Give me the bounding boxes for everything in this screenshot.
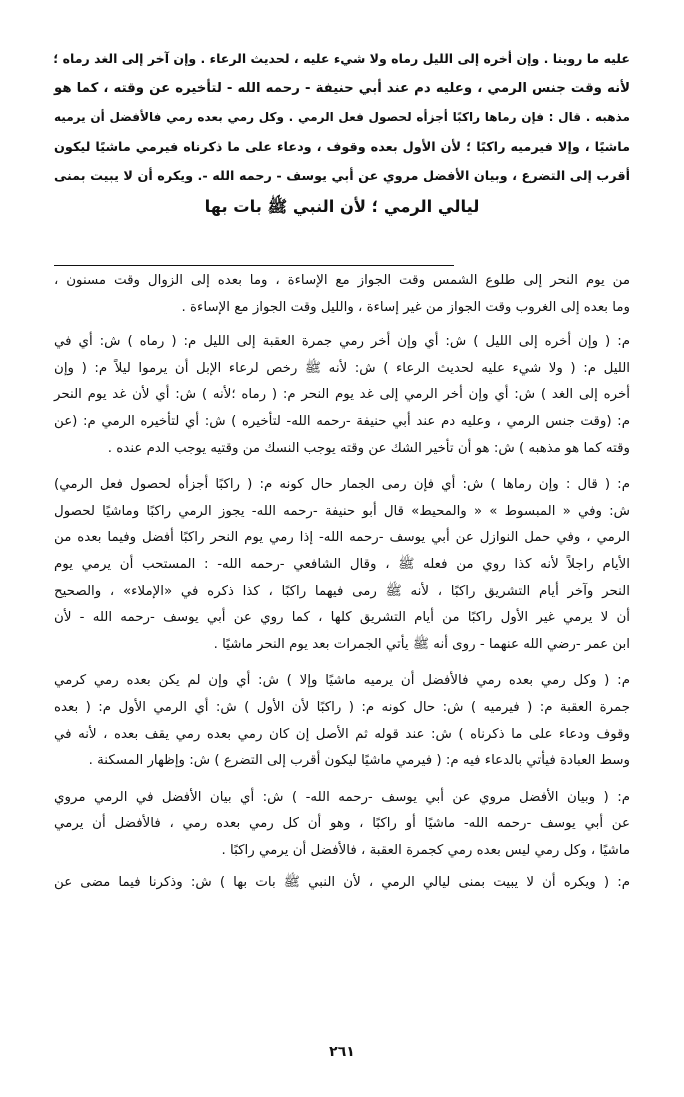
commentary-line: م: ( ويكره أن لا يبيت بمنى ليالي الرمي ، لأن النبي ﷺ بات بها ) ش: وذكرنا فيما مضى عن	[54, 875, 630, 891]
commentary-line: وقوف ودعاء على ما ذكرناه ) ش: عند قوله ثم الأصل إن كان رمي بعده رمي يقف بعده ، لأنه في	[54, 726, 630, 742]
commentary-line: أن لا يرمي غير الأول راكبًا من أيام التشريق كلها ، كما روي عن أبي يوسف -رحمه الله - لأن	[54, 610, 630, 626]
main-text-line: مذهبه . قال : فإن رماها راكبًا أجزأه لحصول فعل الرمي . وكل رمي بعده رمي فالأفضل أن يرميه	[54, 110, 630, 125]
commentary-paragraph	[54, 472, 630, 658]
commentary-line: ابن عمر -رضي الله عنهما - روى أنه ﷺ يأتي الجمرات بعد يوم النحر ماشيًا .	[213, 636, 630, 652]
commentary-paragraph	[54, 668, 630, 774]
commentary-paragraph	[54, 785, 630, 865]
main-text-block	[54, 44, 630, 222]
commentary-line: الأيام راجلاً لأنه كذا روي من فعله ﷺ ، وقال الشافعي -رحمه الله- : المستحب أن يرمي يوم	[54, 556, 630, 572]
commentary-paragraph	[54, 329, 630, 462]
commentary-line: ش: وفي « المبسوط » « والمحيط» قال أبو حنيفة -رحمه الله- يجوز الرمي راكبًا وماشيًا لحصول	[54, 503, 630, 519]
commentary-block	[54, 268, 630, 897]
commentary-line: أخره إلى الغد ) ش: أي وإن أخر الرمي إلى غد يوم النحر م: ( رماه ؛لأنه ) ش: أي لأن غد يوم النحر	[54, 387, 630, 403]
commentary-line: م: ( وبيان الأفضل مروي عن أبي يوسف -رحمه الله- ) ش: أي بيان الأفضل في الرمي مروي	[54, 789, 630, 805]
commentary-line: م: ( وكل رمي بعده رمي فالأفضل أن يرميه ماشيًا وإلا ) ش: أي وإن لم يكن بعده رمي كرمي	[54, 673, 630, 689]
main-text-line: عليه ما روينا . وإن أخره إلى الليل رماه ولا شيء عليه ، لحديث الرعاء . وإن آخر إلى الغد رماه ؛	[53, 51, 630, 66]
commentary-line: ماشيًا ، وكل رمي ليس بعده رمي كجمرة العقبة ، فالأفضل أن يرمي راكبًا .	[221, 842, 630, 858]
separator-rule	[54, 265, 454, 266]
commentary-line: م: ( قال : وإن رماها ) ش: أي فإن رمى الجمار حال كونه م: ( راكبًا أجزأه لحصول فعل الرمي)	[54, 477, 630, 493]
commentary-line: النحر وآخر أيام التشريق راكبًا ، لأنه ﷺ رمى فيهما راكبًا ، كذا ذكره في «الإملاء» ، والصحيح	[54, 583, 630, 599]
main-text-line: ماشيًا ، وإلا فيرميه راكبًا ؛ لأن الأول بعده وقوف ، ودعاء على ما ذكرناه فيرمي ماشيًا ليكون	[54, 139, 630, 155]
commentary-paragraph	[54, 870, 630, 897]
commentary-line: وسط العبادة فيأتي بالدعاء فيه م: ( فيرمي ماشيًا ليكون أقرب إلى التضرع ) ش: وإظهار المسكنة .	[88, 753, 630, 769]
commentary-line: جمرة العقبة م: ( فيرميه ) ش: حال كونه م: ( راكبًا لأن الأول ) ش: أي الرمي الأول م: ( بعده	[54, 699, 630, 715]
commentary-line: من يوم النحر إلى طلوع الشمس وقت الجواز مع الإساءة ، وما بعده إلى الزوال وقت مسنون ،	[54, 273, 630, 288]
commentary-line: م: (وقت جنس الرمي ، وعليه دم عند أبي حنيفة -رحمه الله- لتأخيره ) ش: أي لتأخيره الرمي م: (عن	[54, 413, 630, 429]
commentary-line: الرمي ، وفي حمل النوازل عن أبي يوسف -رحمه الله- إذا رمي يوم النحر راكبًا أفضل وفيما بعده من	[54, 530, 630, 546]
commentary-paragraph	[54, 268, 630, 321]
commentary-line: وما بعده إلى الغروب وقت الجواز من غير إساءة ، والليل وقت الجواز مع الإساءة .	[181, 299, 630, 315]
commentary-line: وقته كما هو مذهبه ) ش: هو أن تأخير الشك عن وقته يوجب النسك من وقتيه يوجب الدم عنده .	[107, 440, 630, 456]
page-number: ٢٦١	[329, 1044, 355, 1060]
main-text-line: لأنه وقت جنس الرمي ، وعليه دم عند أبي حنيفة - رحمه الله - لتأخيره عن وقته ، كما هو	[54, 80, 630, 96]
main-text-line: أقرب إلى التضرع ، وبيان الأفضل مروي عن أبي يوسف - رحمه الله -. ويكره أن لا يبيت بمنى	[54, 169, 630, 185]
main-text-line: ليالي الرمي ؛ لأن النبي ﷺ بات بها	[204, 196, 480, 216]
commentary-line: م: ( وإن أخره إلى الليل ) ش: أي وإن أخر رمي جمرة العقبة إلى الليل م: ( رماه ) ش: أي في	[54, 334, 630, 350]
commentary-line: عن أبي يوسف -رحمه الله- ماشيًا أو راكبًا ، وهو أن كل رمي بعده رمي ، فالأفضل أن يرمي	[54, 816, 630, 832]
commentary-line: الليل م: ( ولا شيء عليه لحديث الرعاء ) ش: لأنه ﷺ رخص لرعاء الإبل أن يرموا ليلاً م: ( وإن	[54, 360, 630, 376]
